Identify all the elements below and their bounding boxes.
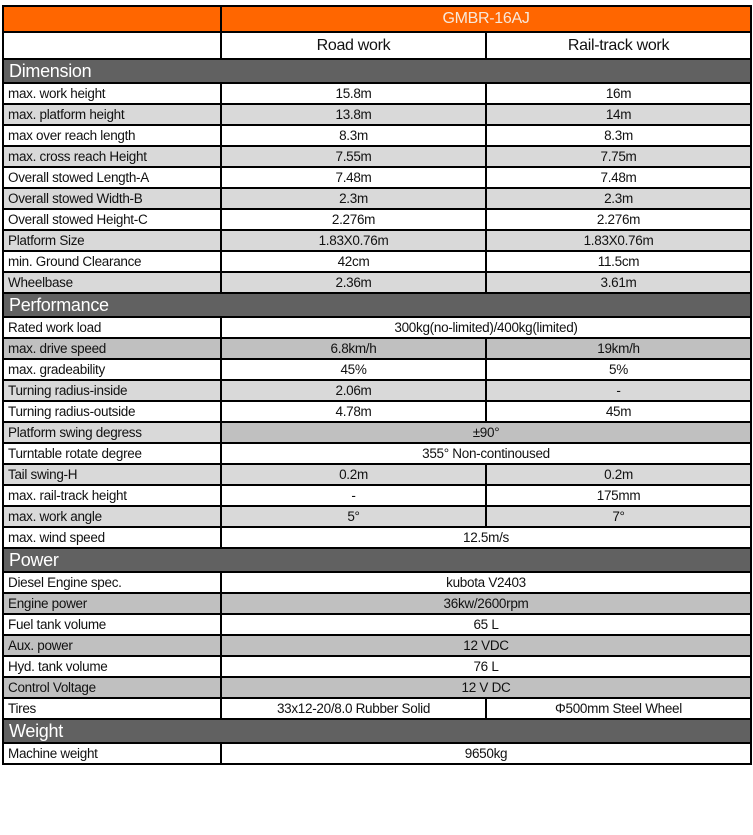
spec-row (3, 656, 751, 677)
spec-row (3, 677, 751, 698)
spec-label: max. wind speed (3, 527, 221, 548)
section-header-dimension (3, 59, 751, 83)
spec-label: Overall stowed Width-B (3, 188, 221, 209)
spec-value-rail: 7° (486, 506, 751, 527)
spec-label: max over reach length (3, 125, 221, 146)
spec-label: Platform Size (3, 230, 221, 251)
model-name: GMBR-16AJ (221, 6, 751, 32)
spec-value-road: 6.8km/h (221, 338, 486, 359)
spec-label: Overall stowed Length-A (3, 167, 221, 188)
spec-label: Diesel Engine spec. (3, 572, 221, 593)
spec-row (3, 506, 751, 527)
spec-label: max. platform height (3, 104, 221, 125)
section-title: Power (3, 548, 751, 572)
spec-row (3, 125, 751, 146)
spec-row (3, 317, 751, 338)
spec-value-rail: 45m (486, 401, 751, 422)
spec-row (3, 209, 751, 230)
spec-value-both: 65 L (221, 614, 751, 635)
spec-label: Wheelbase (3, 272, 221, 293)
spec-label: Tail swing-H (3, 464, 221, 485)
spec-row (3, 359, 751, 380)
spec-row (3, 635, 751, 656)
spec-label: max. work height (3, 83, 221, 104)
spec-value-road: 13.8m (221, 104, 486, 125)
spec-row (3, 443, 751, 464)
section-header-weight (3, 719, 751, 743)
spec-value-both: 12 V DC (221, 677, 751, 698)
model-header-blank (3, 6, 221, 32)
spec-value-rail: 14m (486, 104, 751, 125)
spec-row (3, 527, 751, 548)
column-header-row (3, 32, 751, 59)
spec-value-rail: 2.3m (486, 188, 751, 209)
spec-row (3, 614, 751, 635)
spec-value-rail: - (486, 380, 751, 401)
spec-label: max. rail-track height (3, 485, 221, 506)
spec-row (3, 593, 751, 614)
spec-row (3, 104, 751, 125)
spec-label: Aux. power (3, 635, 221, 656)
spec-value-rail: 7.75m (486, 146, 751, 167)
spec-label: Turntable rotate degree (3, 443, 221, 464)
section-title: Weight (3, 719, 751, 743)
spec-value-rail: 175mm (486, 485, 751, 506)
spec-value-both: 36kw/2600rpm (221, 593, 751, 614)
spec-row (3, 83, 751, 104)
spec-row (3, 188, 751, 209)
spec-value-rail: Φ500mm Steel Wheel (486, 698, 751, 719)
spec-value-road: 8.3m (221, 125, 486, 146)
spec-value-road: 2.3m (221, 188, 486, 209)
section-title: Dimension (3, 59, 751, 83)
spec-value-road: 4.78m (221, 401, 486, 422)
spec-label: max. drive speed (3, 338, 221, 359)
spec-value-road: 1.83X0.76m (221, 230, 486, 251)
spec-row (3, 743, 751, 764)
section-title: Performance (3, 293, 751, 317)
spec-table (2, 5, 752, 765)
section-header-performance (3, 293, 751, 317)
spec-value-both: 9650kg (221, 743, 751, 764)
spec-row (3, 338, 751, 359)
column-header-road: Road work (221, 32, 486, 59)
spec-value-both: 12 VDC (221, 635, 751, 656)
spec-value-rail: 8.3m (486, 125, 751, 146)
spec-label: max. gradeability (3, 359, 221, 380)
spec-row (3, 167, 751, 188)
spec-value-rail: 5% (486, 359, 751, 380)
spec-label: Hyd. tank volume (3, 656, 221, 677)
spec-label: Turning radius-outside (3, 401, 221, 422)
spec-value-road: 0.2m (221, 464, 486, 485)
column-header-blank (3, 32, 221, 59)
spec-value-road: 5° (221, 506, 486, 527)
spec-value-rail: 11.5cm (486, 251, 751, 272)
spec-row (3, 485, 751, 506)
spec-value-both: 300kg(no-limited)/400kg(limited) (221, 317, 751, 338)
spec-value-road: 15.8m (221, 83, 486, 104)
spec-label: max. cross reach Height (3, 146, 221, 167)
spec-value-road: 2.276m (221, 209, 486, 230)
spec-value-both: ±90° (221, 422, 751, 443)
spec-row (3, 380, 751, 401)
spec-label: max. work angle (3, 506, 221, 527)
spec-value-road: 7.55m (221, 146, 486, 167)
spec-label: Engine power (3, 593, 221, 614)
spec-label: Overall stowed Height-C (3, 209, 221, 230)
model-header-row (3, 6, 751, 32)
spec-value-road: 33x12-20/8.0 Rubber Solid (221, 698, 486, 719)
spec-value-rail: 3.61m (486, 272, 751, 293)
spec-value-both: 355° Non-continoused (221, 443, 751, 464)
column-header-rail: Rail-track work (486, 32, 751, 59)
spec-value-rail: 0.2m (486, 464, 751, 485)
spec-label: Turning radius-inside (3, 380, 221, 401)
spec-label: Machine weight (3, 743, 221, 764)
spec-row (3, 146, 751, 167)
spec-value-both: 12.5m/s (221, 527, 751, 548)
spec-row (3, 422, 751, 443)
spec-label: Platform swing degress (3, 422, 221, 443)
spec-row (3, 464, 751, 485)
spec-label: Fuel tank volume (3, 614, 221, 635)
spec-label: Rated work load (3, 317, 221, 338)
spec-value-both: 76 L (221, 656, 751, 677)
spec-value-rail: 2.276m (486, 209, 751, 230)
spec-value-both: kubota V2403 (221, 572, 751, 593)
spec-value-rail: 7.48m (486, 167, 751, 188)
spec-label: min. Ground Clearance (3, 251, 221, 272)
spec-value-rail: 1.83X0.76m (486, 230, 751, 251)
spec-row (3, 698, 751, 719)
spec-row (3, 572, 751, 593)
spec-row (3, 401, 751, 422)
spec-value-road: - (221, 485, 486, 506)
spec-value-rail: 16m (486, 83, 751, 104)
spec-value-road: 7.48m (221, 167, 486, 188)
spec-value-road: 2.06m (221, 380, 486, 401)
spec-row (3, 272, 751, 293)
spec-row (3, 230, 751, 251)
spec-label: Control Voltage (3, 677, 221, 698)
spec-value-road: 45% (221, 359, 486, 380)
spec-label: Tires (3, 698, 221, 719)
spec-value-rail: 19km/h (486, 338, 751, 359)
spec-value-road: 2.36m (221, 272, 486, 293)
spec-row (3, 251, 751, 272)
spec-value-road: 42cm (221, 251, 486, 272)
section-header-power (3, 548, 751, 572)
